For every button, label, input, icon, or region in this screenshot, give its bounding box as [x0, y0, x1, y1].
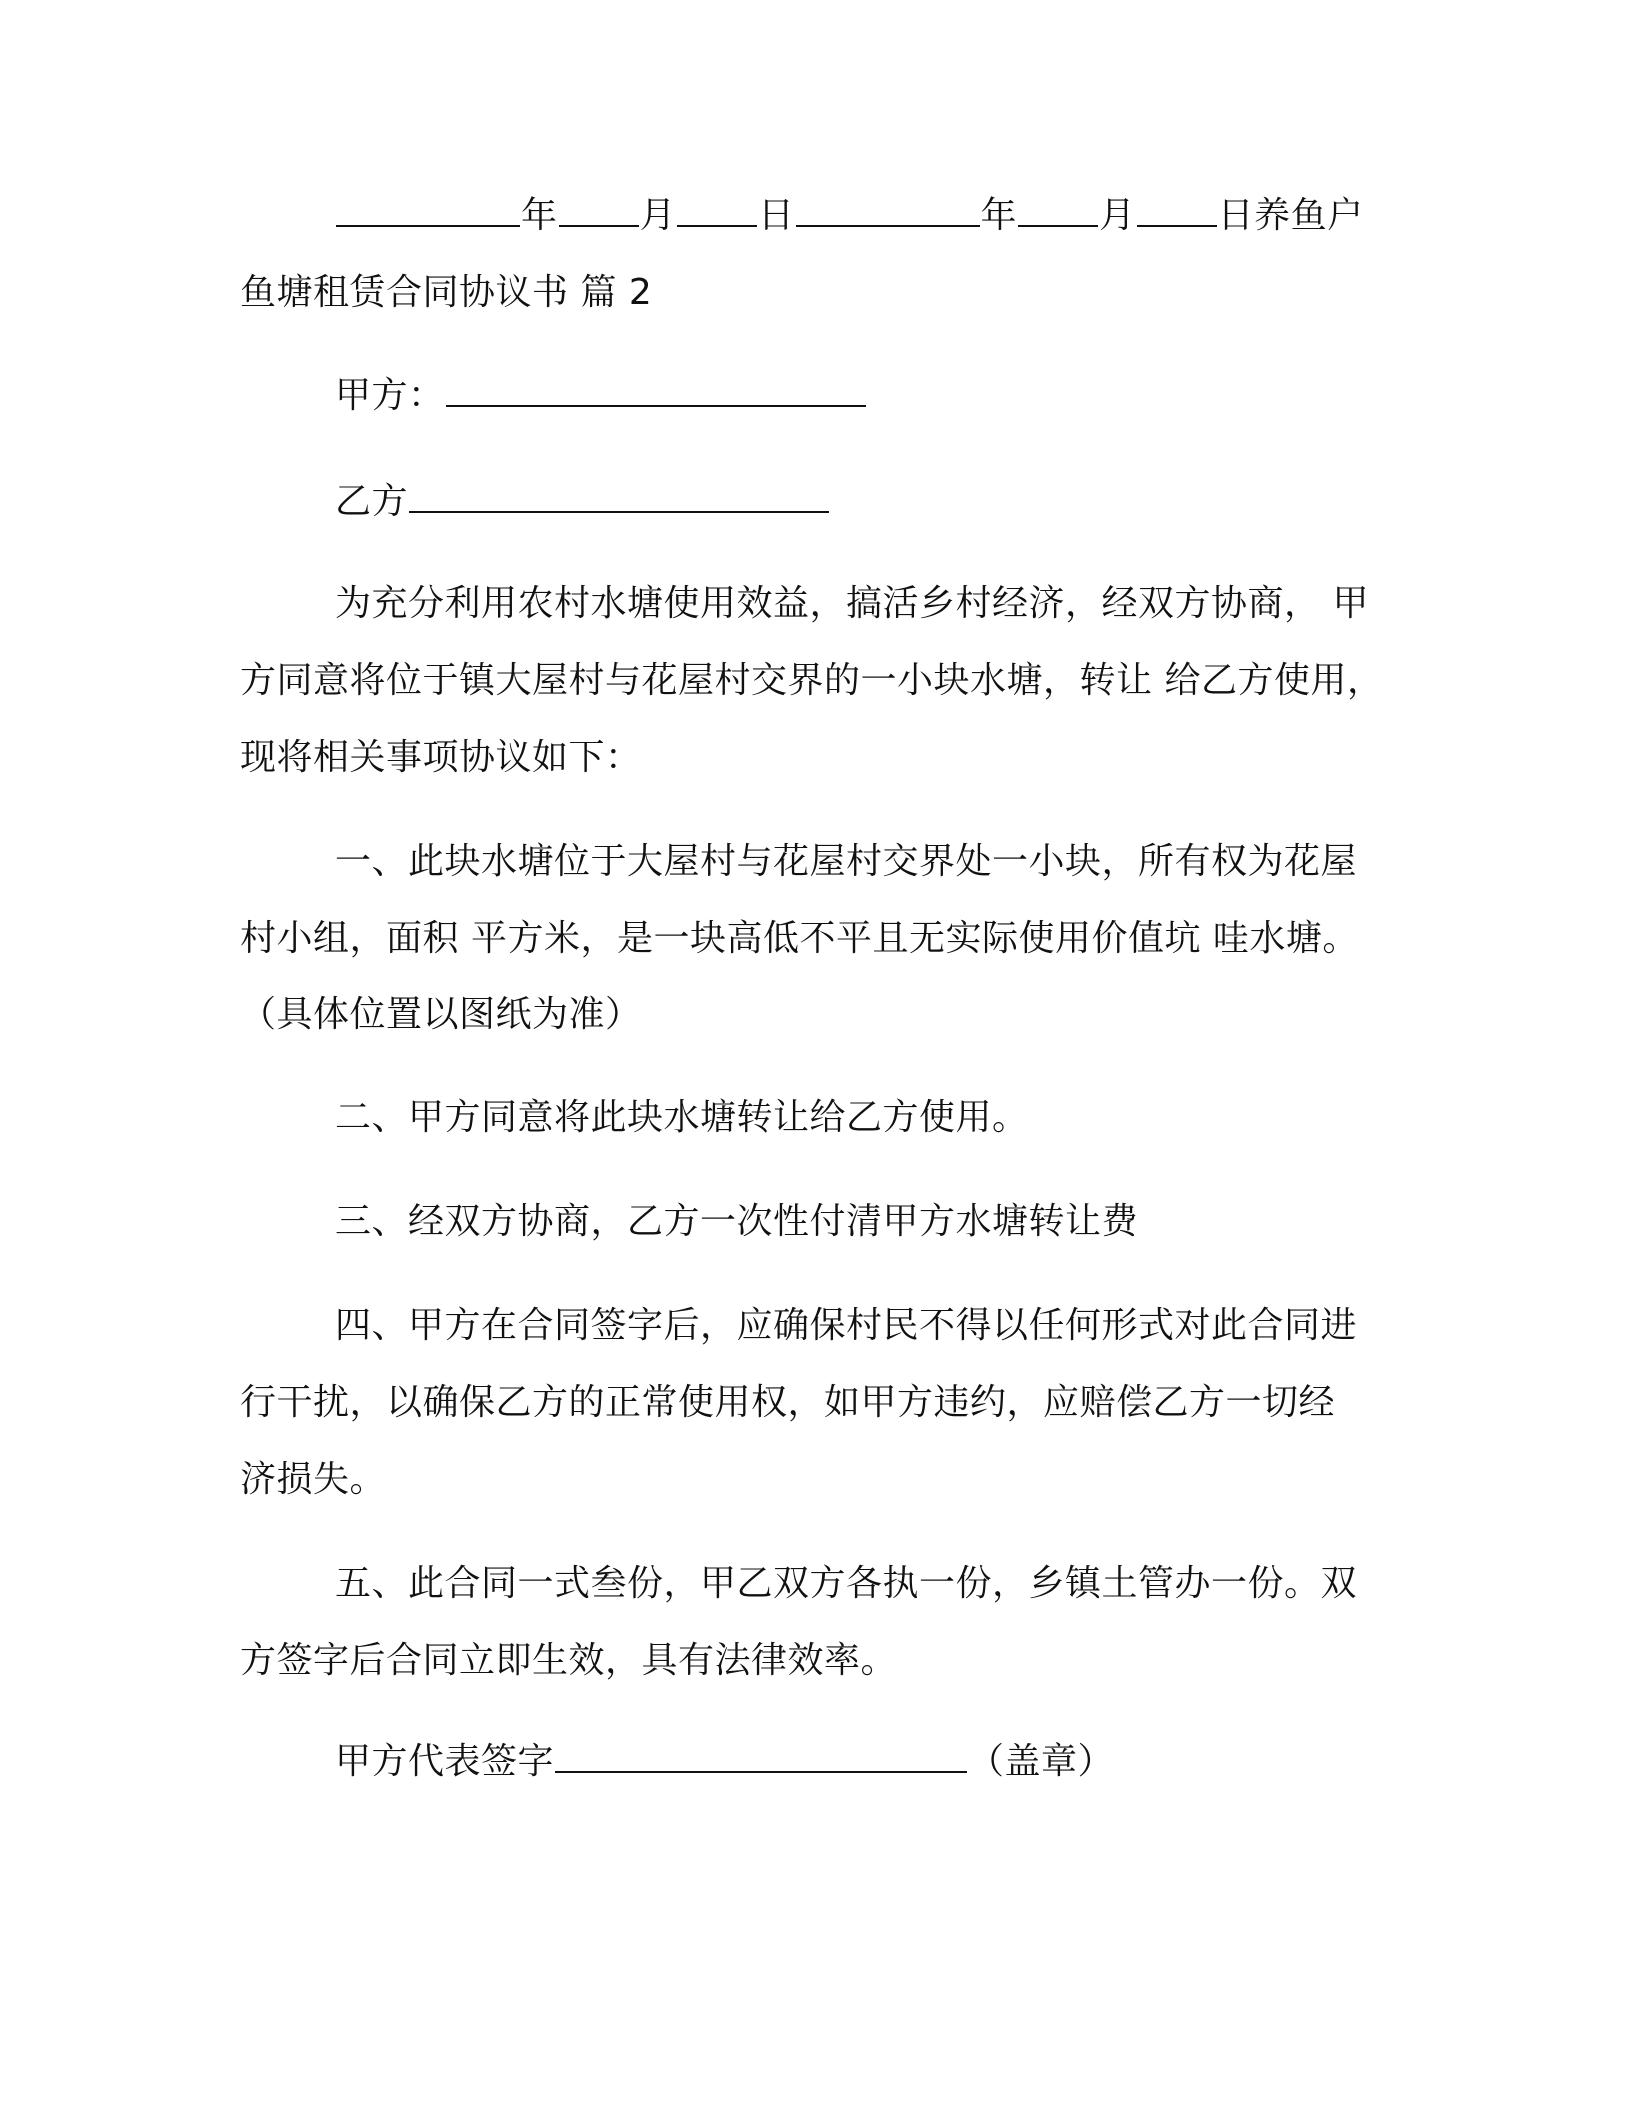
party-b-line: [335, 480, 830, 524]
intro-line-1: 为充分利用农村水塘使用效益，搞活乡村经济，经双方协商， 甲: [335, 583, 1369, 624]
clause-4-line-2: 行干扰，以确保乙方的正常使用权，如甲方违约，应赔偿乙方一切经: [240, 1382, 1336, 1423]
party-a-blank: [446, 377, 866, 407]
day-blank-2: [1137, 197, 1217, 227]
month-blank-2: [1018, 197, 1098, 227]
signature-blank: [555, 1743, 967, 1773]
clause-1-line-2: 村小组，面积 平方米，是一块高低不平且无实际使用价值坑 哇水塘。: [240, 918, 1359, 959]
party-a-label: 甲方：: [335, 375, 445, 416]
clause-2: 二、甲方同意将此块水塘转让给乙方使用。: [335, 1097, 1029, 1138]
day-label-1: 日: [758, 195, 795, 236]
date-line: [335, 194, 1364, 238]
year-label-2: 年: [980, 195, 1018, 236]
day-blank-1: [677, 197, 757, 227]
clause-1-line-3: （具体位置以图纸为准）: [240, 994, 642, 1035]
year-blank-2: [796, 197, 980, 227]
month-label-1: 月: [639, 195, 677, 236]
party-b-label: 乙方: [335, 481, 409, 522]
clause-5-line-2: 方签字后合同立即生效，具有法律效率。: [240, 1640, 898, 1681]
year-blank-1: [336, 197, 520, 227]
month-label-2: 月: [1099, 195, 1136, 236]
party-a-line: [335, 374, 867, 418]
signature-line: [335, 1740, 1114, 1784]
clause-4-line-3: 济损失。: [240, 1459, 387, 1500]
month-blank-1: [559, 197, 639, 227]
party-b-blank: [409, 483, 829, 513]
clause-1-line-1: 一、此块水塘位于大屋村与花屋村交界处一小块，所有权为花屋: [335, 841, 1358, 882]
clause-5-line-1: 五、此合同一式叁份，甲乙双方各执一份，乡镇土管办一份。双: [335, 1563, 1358, 1604]
section-title: 鱼塘租赁合同协议书 篇 2: [240, 272, 653, 313]
year-label-1: 年: [521, 195, 558, 236]
seal-label: （盖章）: [968, 1741, 1115, 1782]
intro-line-3: 现将相关事项协议如下：: [240, 737, 642, 778]
signature-label: 甲方代表签字: [335, 1741, 555, 1782]
day-label-2: 日养鱼户: [1217, 195, 1364, 236]
intro-line-2: 方同意将位于镇大屋村与花屋村交界的一小块水塘，转让 给乙方使用，: [240, 660, 1384, 701]
clause-3: 三、经双方协商，乙方一次性付清甲方水塘转让费: [335, 1201, 1139, 1242]
clause-4-line-1: 四、甲方在合同签字后，应确保村民不得以任何形式对此合同进: [335, 1305, 1358, 1346]
